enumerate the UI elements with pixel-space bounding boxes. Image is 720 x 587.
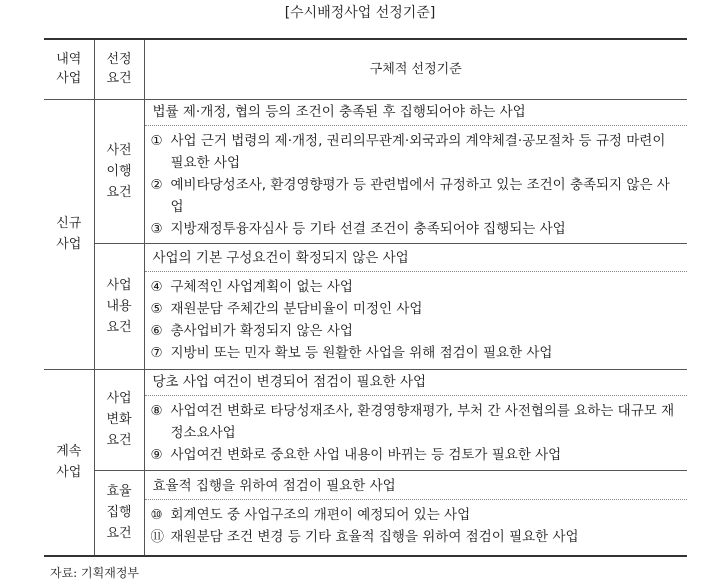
list-item [151,298,682,320]
list-item [151,218,682,240]
list-item [151,320,682,342]
list-item [151,444,682,466]
condition-line: 요건 [106,433,132,448]
list-item [151,130,682,174]
category-line: 신규 [56,216,82,231]
header-condition [94,39,144,99]
list-item [151,526,682,548]
list-item [151,174,682,218]
condition-project-content [94,243,144,369]
criteria-headline: 당초 사업 여건이 변경되어 점검이 필요한 사업 [145,370,688,396]
item-text: 사업여건 변화로 중요한 사업 내용이 바뀌는 등 검토가 필요한 사업 [170,447,562,463]
condition-line: 집행 [106,505,132,521]
selection-criteria-table [44,38,687,557]
category-line: 사업 [56,465,82,481]
condition-efficient-execution [94,470,144,556]
header-condition-line2: 요건 [106,71,132,87]
criteria-cell [144,369,687,470]
condition-line: 요건 [106,526,132,542]
condition-line: 요건 [106,319,132,335]
item-number: ⑤ [150,300,163,317]
criteria-headline: 효율적 집행을 위하여 점검이 필요한 사업 [145,474,688,500]
item-number: ② [150,176,163,193]
item-number: ⑩ [150,507,163,524]
item-text: 사업 근거 법령의 제·개정, 권리의무관계·외국과의 계약체결·공모절차 등 규정 마련이 필요한 사업 [170,132,666,171]
table-row [44,243,687,369]
item-text: 예비타당성조사, 환경영향평가 등 관련법에서 규정하고 있는 조건이 충족되지 않은 사업 [170,176,670,215]
category-continuing-project [44,369,94,556]
header-criteria: 구체적 선정기준 [144,39,687,99]
header-category-line2: 사업 [56,71,82,87]
table-row [44,470,687,556]
item-number: ⑥ [150,322,163,339]
condition-line: 사업 [106,391,132,406]
condition-line: 사전 [106,142,132,158]
criteria-cell [144,470,687,556]
item-text: 재원분담 주체간의 분담비율이 미정인 사업 [170,300,423,317]
source-note: 자료: 기획재정부 [50,566,140,580]
item-number: ③ [150,220,163,237]
table-row [44,99,687,243]
category-line: 사업 [56,237,82,252]
item-text: 회계연도 중 사업구조의 개편이 예정되어 있는 사업 [170,507,471,524]
condition-project-change [94,369,144,470]
table-title: [수시배정사업 선정기준] [284,5,436,21]
item-text: 구체적인 사업계획이 없는 사업 [170,278,353,295]
header-condition-line1: 선정 [106,52,132,68]
header-category-line1: 내역 [56,52,82,68]
list-item [151,342,682,364]
item-text: 지방재정투융자심사 등 기타 선결 조건이 충족되어야 집행되는 사업 [170,220,566,237]
item-text: 사업여건 변화로 타당성재조사, 환경영향재평가, 부처 간 사전협의를 요하는 대규모 재정소요사업 [170,403,675,441]
condition-line: 사업 [106,277,132,293]
criteria-headline: 법률 제·개정, 협의 등의 조건이 충족된 후 집행되어야 하는 사업 [145,100,688,126]
condition-line: 이행 [106,163,132,179]
table-row [44,369,687,470]
list-item [151,276,682,298]
condition-prior-fulfillment [94,99,144,243]
list-item [151,504,682,526]
item-number: ① [150,132,163,149]
category-line: 계속 [56,444,82,460]
condition-line: 요건 [106,184,132,200]
condition-line: 내용 [106,298,132,314]
item-number: ⑦ [150,344,163,361]
item-number: ⑪ [150,529,164,546]
item-number: ④ [150,278,163,295]
condition-line: 변화 [106,412,132,427]
category-new-project [44,99,94,369]
header-row [44,39,687,99]
criteria-headline: 사업의 기본 구성요건이 확정되지 않은 사업 [145,246,688,272]
item-number: ⑧ [150,403,163,419]
item-text: 총사업비가 확정되지 않은 사업 [170,322,353,339]
item-text: 지방비 또는 민자 확보 등 원활한 사업을 위해 점검이 필요한 사업 [170,344,553,361]
criteria-cell [144,99,687,243]
condition-line: 효율 [106,484,132,500]
header-category [44,39,94,99]
item-number: ⑨ [150,447,163,463]
item-text: 재원분담 조건 변경 등 기타 효율적 집행을 위하여 점검이 필요한 사업 [170,529,579,546]
criteria-cell [144,243,687,369]
list-item [151,400,682,444]
